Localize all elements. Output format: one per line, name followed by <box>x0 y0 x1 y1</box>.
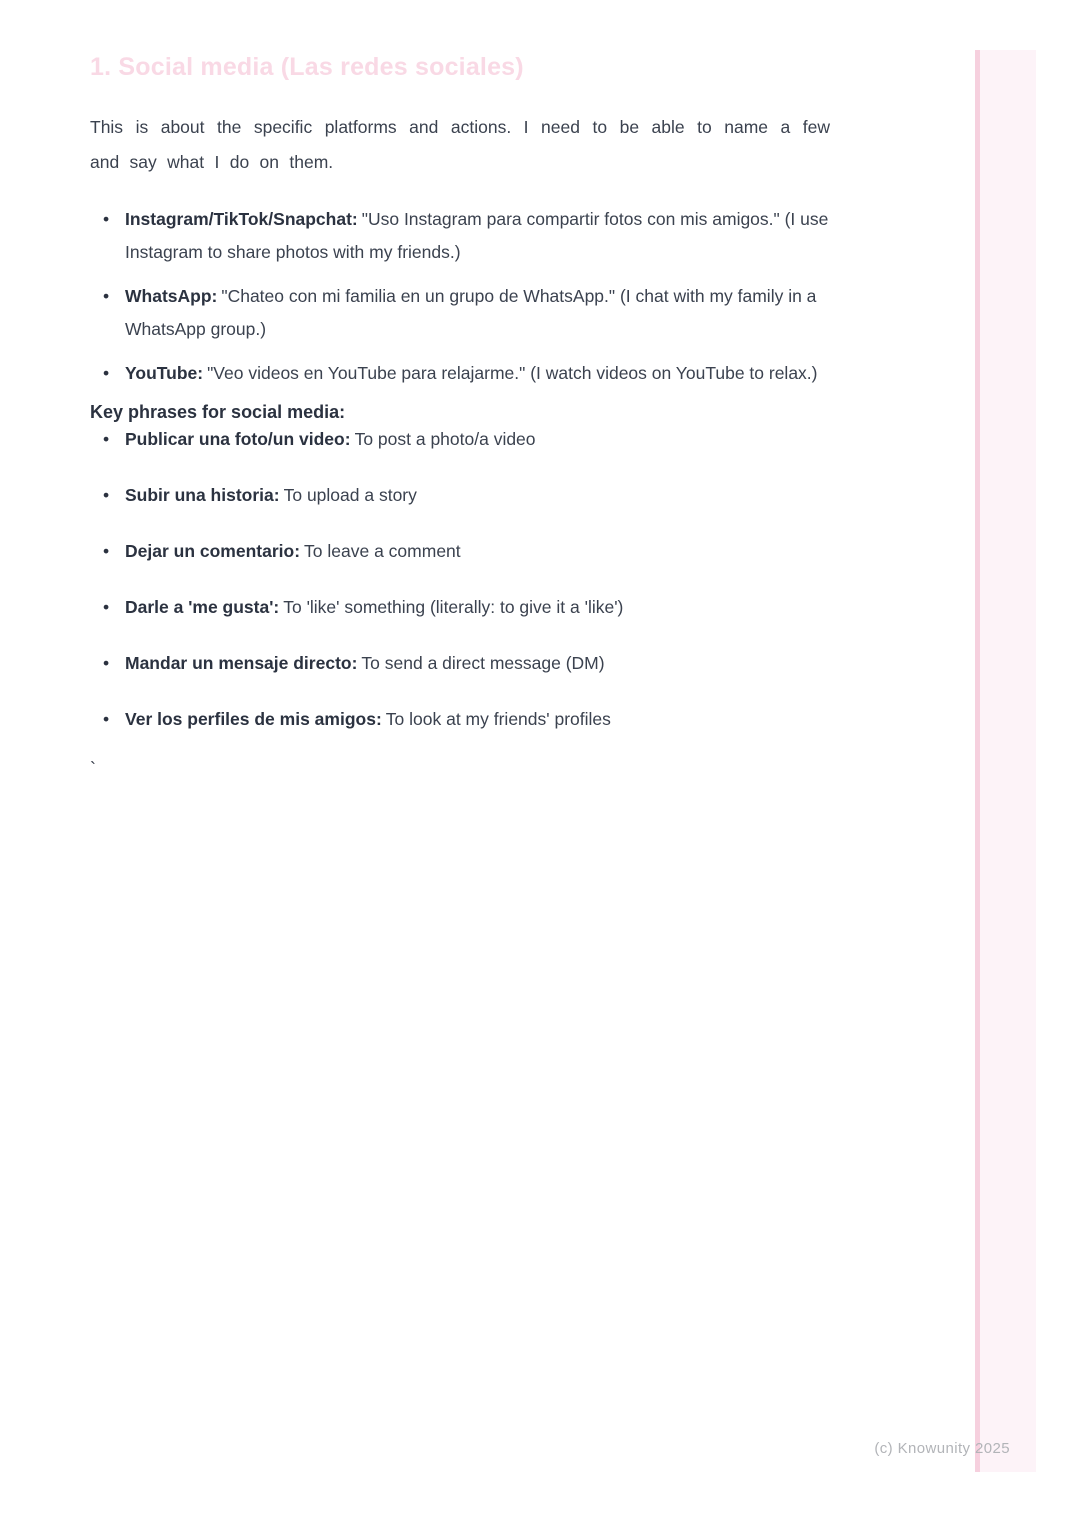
list-item <box>90 591 830 624</box>
phrase-spanish: Dejar un comentario: <box>125 541 301 561</box>
page-edge-highlight <box>980 50 1036 1472</box>
platform-name: YouTube: <box>125 363 204 383</box>
section-heading: 1. Social media (Las redes sociales) <box>90 53 524 81</box>
platform-name: Instagram/TikTok/Snapchat: <box>125 209 358 229</box>
list-item <box>90 280 830 346</box>
list-item <box>90 203 830 269</box>
phrase-spanish: Publicar una foto/un video: <box>125 429 351 449</box>
platform-list <box>90 203 830 390</box>
copyright-footer: (c) Knowunity 2025 <box>874 1440 1010 1457</box>
phrase-english: To leave a comment <box>304 541 461 561</box>
phrase-english: To 'like' something (literally: to give it a 'like') <box>283 597 624 617</box>
list-item <box>90 357 830 390</box>
intro-paragraph: This is about the specific platforms and actions. I need to be able to name a few and say what I do on them. <box>90 117 830 172</box>
stray-backtick: ` <box>90 759 96 779</box>
list-item <box>90 423 830 456</box>
phrase-english: To look at my friends' profiles <box>385 709 611 729</box>
list-item <box>90 479 830 512</box>
platform-example: "Veo videos en YouTube para relajarme." (I watch videos on YouTube to relax.) <box>207 363 818 383</box>
phrase-spanish: Subir una historia: <box>125 485 280 505</box>
phrase-english: To send a direct message (DM) <box>361 653 605 673</box>
platform-name: WhatsApp: <box>125 286 218 306</box>
phrase-spanish: Ver los perfiles de mis amigos: <box>125 709 382 729</box>
platform-example: "Uso Instagram para compartir fotos con mis amigos." (I use Instagram to share photos with my friends.) <box>125 209 829 262</box>
phrase-spanish: Mandar un mensaje directo: <box>125 653 358 673</box>
phrase-spanish: Darle a 'me gusta': <box>125 597 280 617</box>
phrase-english: To post a photo/a video <box>354 429 536 449</box>
phrase-list <box>90 423 830 736</box>
phrase-english: To upload a story <box>283 485 417 505</box>
page-edge-line <box>975 50 980 1472</box>
list-item <box>90 703 830 736</box>
list-item <box>90 535 830 568</box>
note-content <box>90 52 830 779</box>
key-phrases-heading: Key phrases for social media: <box>90 402 346 422</box>
list-item <box>90 647 830 680</box>
platform-example: "Chateo con mi familia en un grupo de WhatsApp." (I chat with my family in a WhatsApp group.) <box>125 286 817 339</box>
